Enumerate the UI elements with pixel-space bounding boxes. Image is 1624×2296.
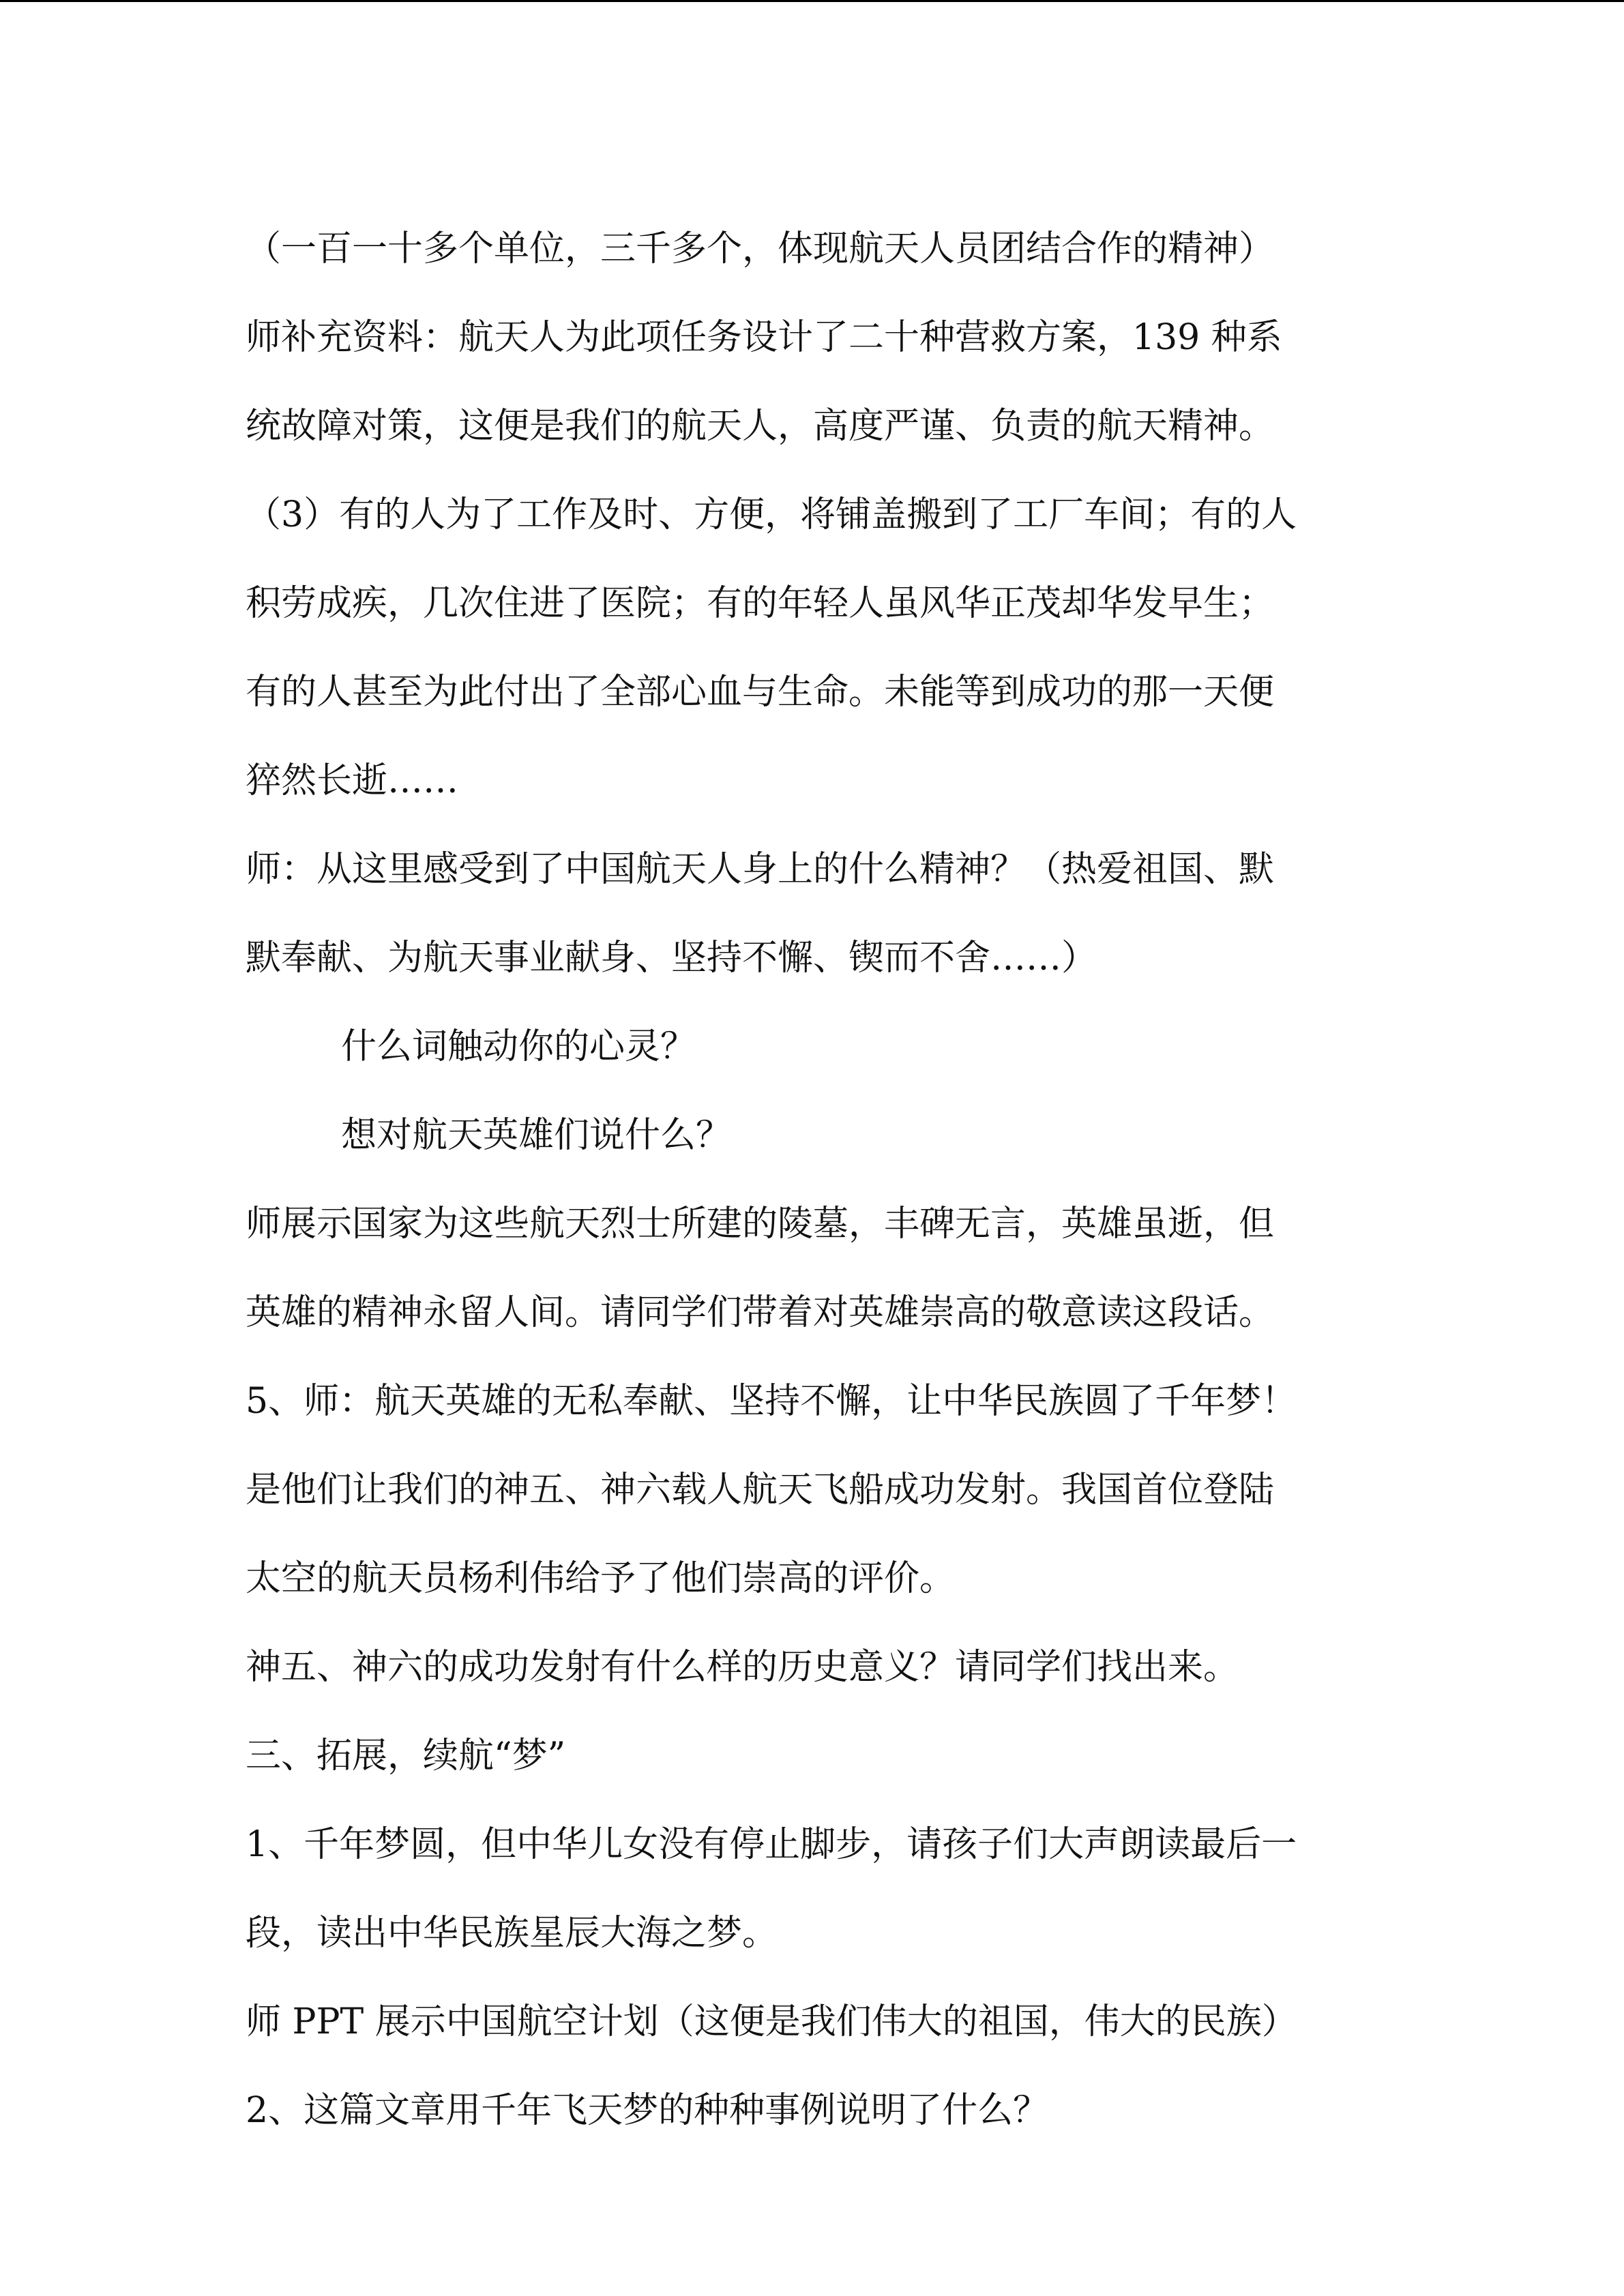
text-line-4: （3）有的人为了工作及时、方便，将铺盖搬到了工厂车间；有的人	[246, 494, 1297, 535]
text-line-8: 师：从这里感受到了中国航天人身上的什么精神？（热爱祖国、默	[246, 849, 1275, 890]
text-line-20: 段，读出中华民族星辰大海之梦。	[246, 1913, 778, 1954]
text-line-16: 太空的航天员杨利伟给予了他们崇高的评价。	[246, 1558, 956, 1599]
text-line-15: 是他们让我们的神五、神六载人航天飞船成功发射。我国首位登陆	[246, 1470, 1275, 1510]
document-page	[246, 205, 1446, 2155]
text-line-13: 英雄的精神永留人间。请同学们带着对英雄崇高的敬意读这段话。	[246, 1292, 1275, 1333]
text-line-2: 师补充资料：航天人为此项任务设计了二十种营救方案，139 种系	[246, 317, 1282, 358]
text-line-5: 积劳成疾，几次住进了医院；有的年轻人虽风华正茂却华发早生；	[246, 583, 1275, 624]
text-line-11: 想对航天英雄们说什么？	[341, 1115, 732, 1156]
page-top-border	[0, 0, 1624, 2]
text-line-22: 2、这篇文章用千年飞天梦的种种事例说明了什么？	[246, 2090, 1049, 2131]
text-line-6: 有的人甚至为此付出了全部心血与生命。未能等到成功的那一天便	[246, 672, 1275, 713]
text-line-19: 1、千年梦圆，但中华儿女没有停止脚步，请孩子们大声朗读最后一	[246, 1824, 1297, 1865]
text-line-21: 师 PPT 展示中国航空计划（这便是我们伟大的祖国，伟大的民族）	[246, 2001, 1297, 2042]
text-line-9: 默奉献、为航天事业献身、坚持不懈、锲而不舍……）	[246, 938, 1097, 979]
text-line-7: 猝然长逝……	[246, 760, 459, 801]
text-line-3: 统故障对策，这便是我们的航天人，高度严谨、负责的航天精神。	[246, 406, 1275, 447]
text-line-17: 神五、神六的成功发射有什么样的历史意义？请同学们找出来。	[246, 1647, 1239, 1688]
text-line-14: 5、师：航天英雄的无私奉献、坚持不懈，让中华民族圆了千年梦！	[246, 1381, 1297, 1422]
section-heading: 三、拓展，续航“梦”	[246, 1735, 566, 1776]
text-line-10: 什么词触动你的心灵？	[341, 1026, 696, 1067]
text-line-12: 师展示国家为这些航天烈士所建的陵墓，丰碑无言，英雄虽逝，但	[246, 1204, 1275, 1244]
text-line-1: （一百一十多个单位，三千多个，体现航天人员团结合作的精神）	[246, 228, 1275, 269]
